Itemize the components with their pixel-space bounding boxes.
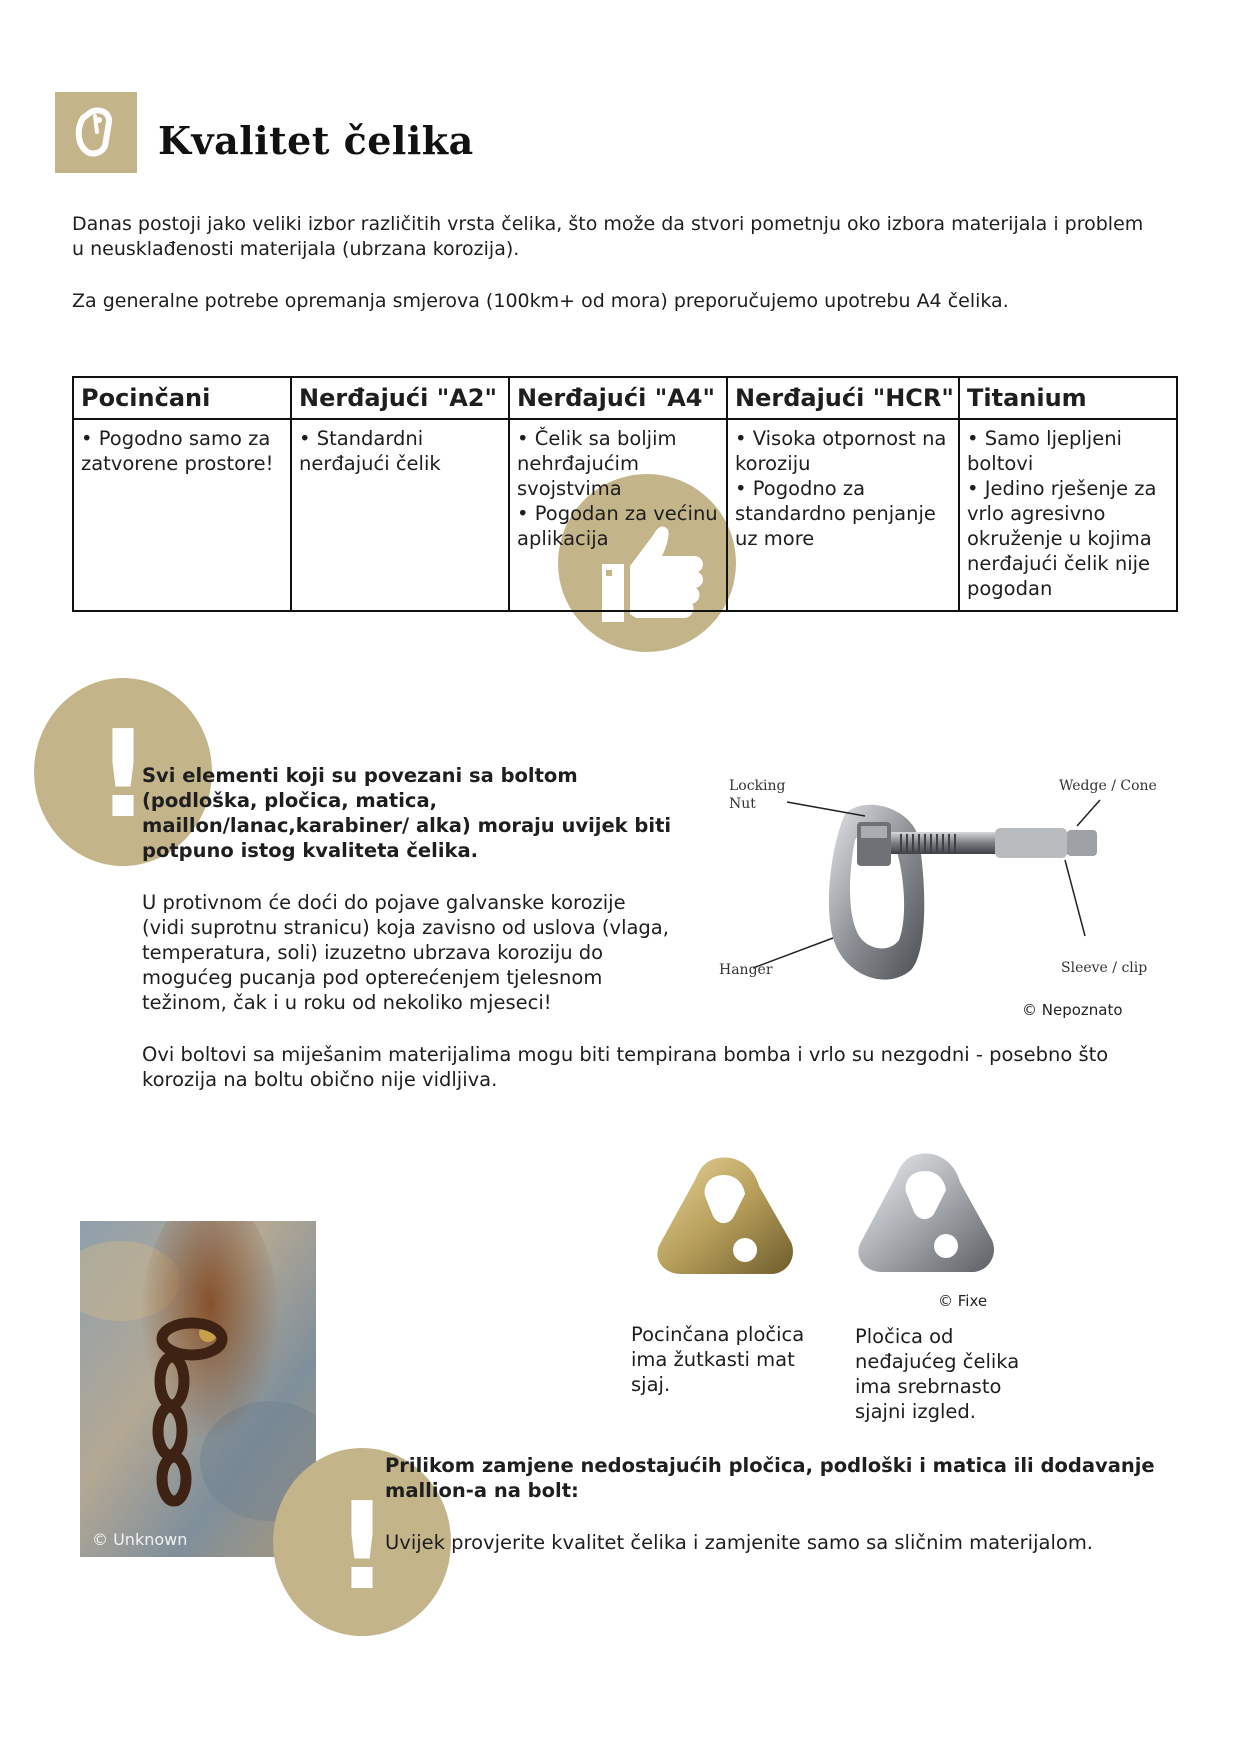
- table-cell-bullet: • Pogodno za standardno penjanje uz more: [735, 477, 936, 550]
- table-cell: [291, 419, 509, 611]
- table-header-cell: Nerđajući "A2": [291, 377, 509, 419]
- label-hanger: Hanger: [719, 962, 773, 978]
- label-wedge-cone: Wedge / Cone: [1059, 778, 1157, 794]
- zinc-hanger-caption: Pocinčana pločica ima žutkasti mat sjaj.: [631, 1323, 805, 1396]
- credit-bolt: © Nepoznato: [1022, 1001, 1123, 1019]
- warning-body-text: Uvijek provjerite kvalitet čelika i zamjenite samo sa sličnim materijalom.: [385, 1531, 1094, 1554]
- label-locking-nut-line2: Nut: [729, 796, 756, 812]
- table-cell-bullet: • Čelik sa boljim nehrđajućim svojstvima: [517, 427, 677, 500]
- warning-bold-text: Svi elementi koji su povezani sa boltom (podloška, pločica, matica, maillon/lanac,karabiner/ alka) moraju uvijek biti potpuno istog kvaliteta čelika.: [142, 764, 672, 862]
- table-cell: [73, 419, 291, 611]
- credit-unknown: © Unknown: [92, 1530, 188, 1549]
- exclamation-icon: !: [95, 706, 151, 845]
- table-cell-bullet: • Visoka otpornost na koroziju: [735, 427, 947, 475]
- steel-hanger-image: [842, 1146, 1012, 1286]
- sleeve: [995, 828, 1067, 858]
- table-cell-bullet: • Pogodan za većinu aplikacija: [517, 502, 718, 550]
- intro-paragraph-1: Danas postoji jako veliki izbor različitih vrsta čelika, što može da stvori pometnju oko izbora materijala i problem u neusklađenosti materijala (ubrzana korozija).: [72, 213, 1144, 260]
- warning-body-text: U protivnom će doći do pojave galvanske korozije (vidi suprotnu stranicu) koja zavisno od uslova (vlaga, temperatura, soli) izuzetno ubrzava koroziju do mogućeg pucanja pod opterećenjem tjelesnom težinom, čak i u roku od nekoliko mjeseci!: [142, 891, 669, 1014]
- table-cell: [509, 419, 727, 611]
- credit-fixe: © Fixe: [938, 1292, 988, 1310]
- table-cell-bullet: • Standardni nerđajući čelik: [299, 427, 441, 475]
- intro-paragraph-2: Za generalne potrebe opremanja smjerova (100km+ od mora) preporučujemo upotrebu A4 čelika.: [72, 290, 1009, 312]
- logo-box: [55, 92, 137, 173]
- table-header-cell: Nerđajući "A4": [509, 377, 727, 419]
- page-title: Kvalitet čelika: [158, 118, 474, 163]
- steel-comparison-table: [72, 376, 1178, 612]
- warning-bold-text: Prilikom zamjene nedostajućih pločica, podloški i matica ili dodavanje mallion-a na bolt:: [385, 1454, 1155, 1502]
- zinc-hanger-image: [641, 1146, 811, 1286]
- table-cell: [959, 419, 1177, 611]
- table-header-cell: Titanium: [959, 377, 1177, 419]
- table-row: [73, 419, 1177, 611]
- table-header-row: [73, 377, 1177, 419]
- table-header-cell: Nerđajući "HCR": [727, 377, 959, 419]
- warning-body-text-2: Ovi boltovi sa miješanim materijalima mogu biti tempirana bomba i vrlo su nezgodni - posebno što korozija na boltu obično nije vidljiva.: [142, 1043, 1109, 1091]
- table-cell-bullet: • Jedino rješenje za vrlo agresivno okruženje u kojima nerđajući čelik nije pogodan: [967, 477, 1157, 600]
- table-header-cell: Pocinčani: [73, 377, 291, 419]
- steel-hanger-caption: Pločica od neđajućeg čelika ima srebrnasto sjajni izgled.: [855, 1325, 1020, 1423]
- table-cell-bullet: • Samo ljepljeni boltovi: [967, 427, 1122, 475]
- wedge-cone: [1067, 830, 1097, 856]
- table-cell-bullet: • Pogodno samo za zatvorene prostore!: [81, 427, 274, 475]
- table-cell: [727, 419, 959, 611]
- label-sleeve-clip: Sleeve / clip: [1061, 960, 1148, 976]
- label-locking-nut-line1: Locking: [729, 778, 786, 794]
- carabiner-icon: [55, 92, 137, 173]
- exclamation-icon: !: [334, 1478, 390, 1617]
